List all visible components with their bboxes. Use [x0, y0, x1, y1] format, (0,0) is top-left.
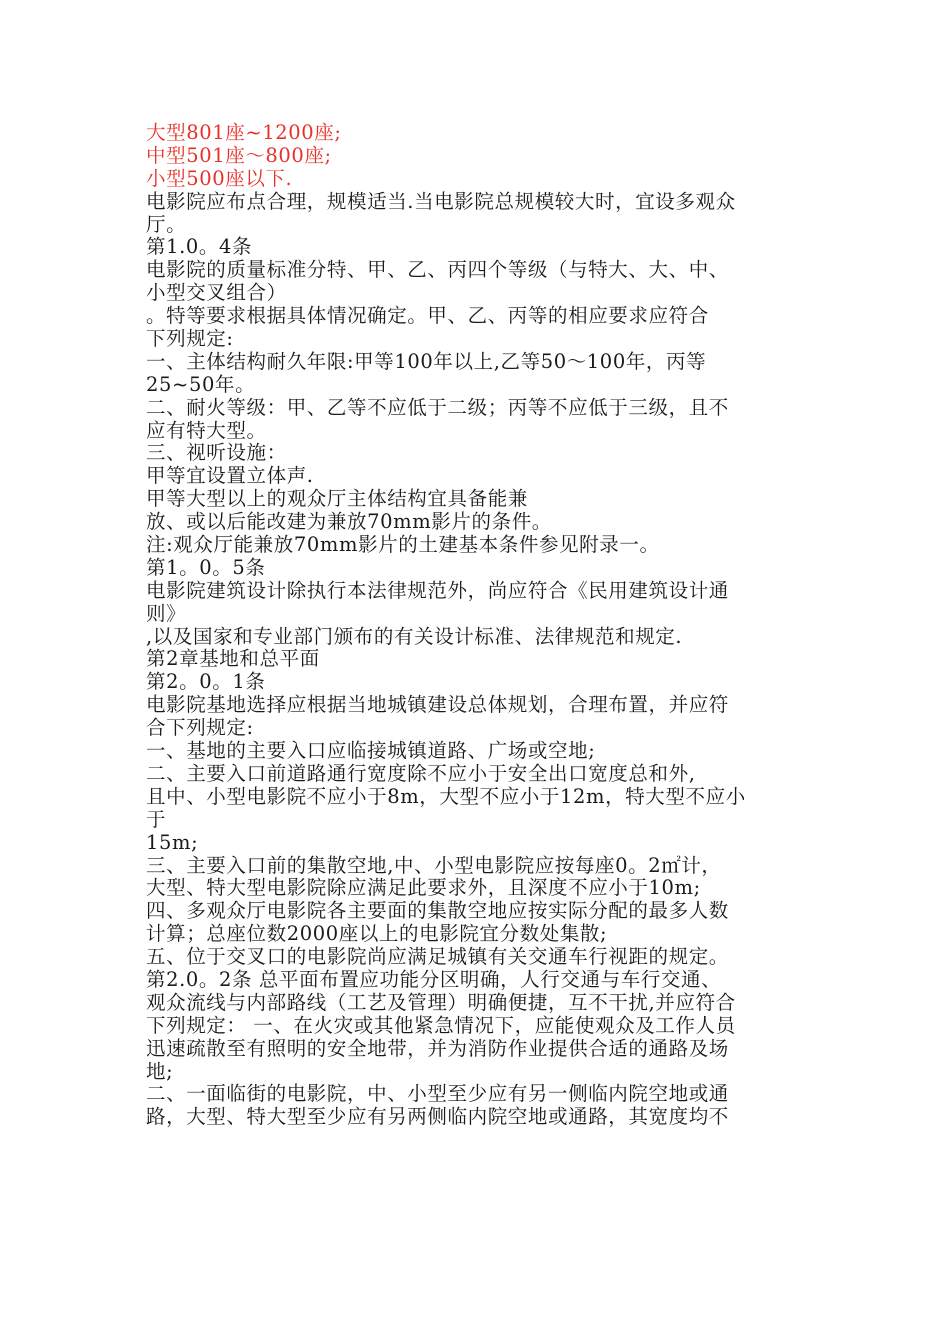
text-line: 甲等宜设置立体声.: [146, 464, 314, 488]
text-line: 放、或以后能改建为兼放70mm影片的条件。: [146, 510, 552, 534]
highlighted-text-line: 小型500座以下.: [146, 166, 293, 190]
document-page: [146, 122, 816, 1129]
text-line: 应有特大型。: [146, 418, 267, 442]
text-line: 25~50年。: [146, 372, 256, 396]
text-line: 三、主要入口前的集散空地,中、小型电影院应按每座0。2㎡计，: [146, 853, 722, 877]
text-line: 第2.0。2条 总平面布置应功能分区明确，人行交通与车行交通、: [146, 967, 722, 991]
text-line: 路，大型、特大型至少应有另两侧临内院空地或通路，其宽度均不: [146, 1105, 729, 1129]
text-line: 地;: [146, 1059, 174, 1083]
text-line: 电影院应布点合理，规模适当.当电影院总规模较大时，宜设多观众: [146, 189, 736, 213]
text-line: 一、主体结构耐久年限:甲等100年以上,乙等50～100年，丙等: [146, 349, 707, 373]
text-line: 二、一面临街的电影院，中、小型至少应有另一侧临内院空地或通: [146, 1082, 729, 1106]
text-line: 厅。: [146, 212, 187, 236]
text-line: 电影院建筑设计除执行本法律规范外，尚应符合《民用建筑设计通: [146, 578, 729, 602]
text-line: 于: [146, 807, 167, 831]
highlighted-text-line: 大型801座~1200座;: [146, 121, 342, 144]
text-line: 一、基地的主要入口应临接城镇道路、广场或空地;: [146, 739, 596, 763]
text-line: 二、主要入口前道路通行宽度除不应小于安全出口宽度总和外,: [146, 761, 696, 785]
text-line: 注:观众厅能兼放70mm影片的土建基本条件参见附录一。: [146, 533, 660, 557]
text-line: 下列规定： 一、在火灾或其他紧急情况下，应能使观众及工作人员: [146, 1013, 736, 1037]
text-line: 第1.0。4条: [146, 235, 253, 259]
document-body: [146, 122, 816, 1129]
text-line: 三、视听设施：: [146, 441, 287, 465]
text-line: 五、位于交叉口的电影院尚应满足城镇有关交通车行视距的规定。: [146, 945, 729, 969]
highlighted-text-line: 中型501座～800座;: [146, 143, 332, 167]
text-line: 四、多观众厅电影院各主要面的集散空地应按实际分配的最多人数: [146, 899, 729, 923]
text-line: 且中、小型电影院不应小于8m，大型不应小于12m，特大型不应小: [146, 784, 746, 808]
text-line: ,以及国家和专业部门颁布的有关设计标准、法律规范和规定.: [146, 624, 683, 648]
text-line: 第2章基地和总平面: [146, 647, 320, 671]
text-line: 电影院的质量标准分特、甲、乙、丙四个等级（与特大、大、中、: [146, 258, 729, 282]
text-line: 则》: [146, 601, 187, 625]
text-line: 甲等大型以上的观众厅主体结构宜具备能兼: [146, 487, 528, 511]
text-line: 大型、特大型电影院除应满足此要求外，且深度不应小于10m;: [146, 876, 701, 900]
text-line: 计算；总座位数2000座以上的电影院宜分数处集散;: [146, 922, 608, 946]
text-line: 电影院基地选择应根据当地城镇建设总体规划，合理布置，并应符: [146, 693, 729, 717]
text-line: 二、耐火等级：甲、乙等不应低于二级；丙等不应低于三级，且不: [146, 395, 729, 419]
text-line: 观众流线与内部路线（工艺及管理）明确便捷，互不干扰,并应符合: [146, 990, 736, 1014]
text-line: 合下列规定:: [146, 716, 254, 740]
text-line: 第2。0。1条: [146, 670, 266, 694]
text-line: 第1。0。5条: [146, 555, 266, 579]
text-line: 小型交叉组合）: [146, 281, 287, 305]
text-line: 15m;: [146, 830, 199, 854]
text-line: 。特等要求根据具体情况确定。甲、乙、丙等的相应要求应符合: [146, 304, 709, 328]
text-line: 迅速疏散至有照明的安全地带，并为消防作业提供合适的通路及场: [146, 1036, 729, 1060]
text-line: 下列规定:: [146, 327, 234, 351]
